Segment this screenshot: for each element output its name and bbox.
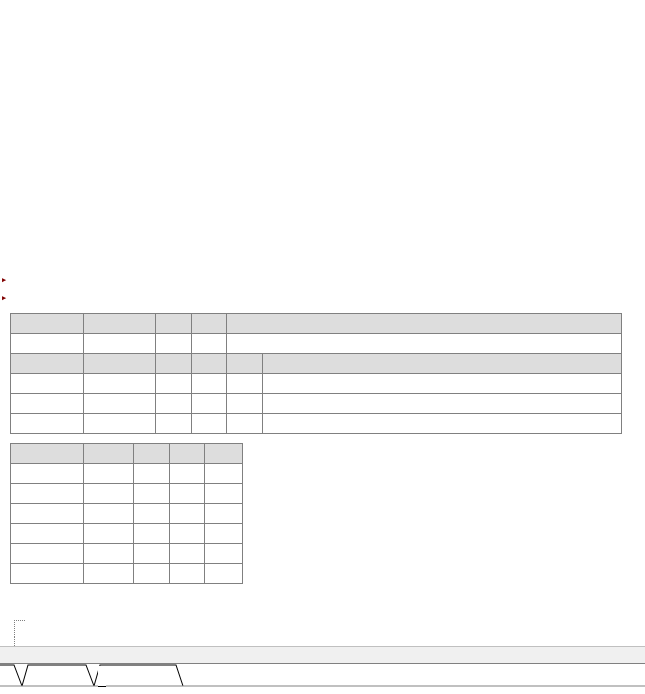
var-name-cell[interactable] — [11, 564, 84, 584]
var-comment-cell[interactable] — [205, 464, 243, 484]
var-type-cell[interactable] — [84, 564, 134, 584]
tab-outline — [0, 664, 645, 694]
var-static-cell[interactable] — [134, 564, 170, 584]
var-row[interactable] — [11, 484, 243, 504]
param-comment-cell[interactable] — [263, 374, 622, 394]
col-var-type — [84, 444, 134, 464]
var-comment-cell[interactable] — [205, 564, 243, 584]
tab-window-assembly-1[interactable] — [98, 666, 106, 687]
checkmark-icon[interactable] — [192, 394, 227, 414]
var-type-cell[interactable] — [84, 464, 134, 484]
col-param-ref — [156, 354, 192, 374]
var-row[interactable] — [11, 464, 243, 484]
param-nullable-cell[interactable] — [192, 374, 227, 394]
var-name-cell[interactable] — [11, 524, 84, 544]
var-array-cell[interactable] — [170, 504, 205, 524]
sub-comment-cell[interactable] — [227, 334, 622, 354]
param-type-cell[interactable] — [84, 394, 156, 414]
param-array-cell[interactable] — [227, 414, 263, 434]
sub-name-cell[interactable] — [11, 334, 84, 354]
var-static-cell[interactable] — [134, 544, 170, 564]
var-array-cell[interactable] — [170, 564, 205, 584]
debug-arrow-icon: ▶ — [2, 276, 7, 284]
var-name-cell[interactable] — [11, 544, 84, 564]
var-array-cell[interactable] — [170, 484, 205, 504]
var-array-cell[interactable] — [170, 464, 205, 484]
col-var-comment — [205, 444, 243, 464]
var-static-cell[interactable] — [134, 484, 170, 504]
tab-startup-window[interactable] — [28, 666, 36, 686]
col-comment — [227, 314, 622, 334]
param-name-cell[interactable] — [11, 394, 84, 414]
col-var-name — [11, 444, 84, 464]
col-return-type — [84, 314, 156, 334]
param-array-cell[interactable] — [227, 374, 263, 394]
sub-public-cell[interactable] — [156, 334, 192, 354]
var-row[interactable] — [11, 524, 243, 544]
param-row[interactable] — [11, 414, 622, 434]
tab-bar — [0, 663, 645, 694]
var-name-cell[interactable] — [11, 504, 84, 524]
var-type-cell[interactable] — [84, 544, 134, 564]
col-param-comment — [263, 354, 622, 374]
var-row[interactable] — [11, 564, 243, 584]
debug-arrow-icon: ▶ — [2, 294, 7, 302]
col-easy-pkg — [192, 314, 227, 334]
subroutine-table — [10, 313, 622, 434]
var-array-cell[interactable] — [170, 524, 205, 544]
param-ref-cell[interactable] — [156, 414, 192, 434]
var-name-cell[interactable] — [11, 484, 84, 504]
col-param-nullable — [192, 354, 227, 374]
var-type-cell[interactable] — [84, 504, 134, 524]
var-static-cell[interactable] — [134, 464, 170, 484]
var-type-cell[interactable] — [84, 484, 134, 504]
param-type-cell[interactable] — [84, 414, 156, 434]
param-row[interactable] — [11, 394, 622, 414]
param-ref-cell[interactable] — [156, 374, 192, 394]
col-sub-name — [11, 314, 84, 334]
param-name-cell[interactable] — [11, 374, 84, 394]
var-comment-cell[interactable] — [205, 544, 243, 564]
sub-return-type-cell[interactable] — [84, 334, 156, 354]
col-var-array — [170, 444, 205, 464]
var-comment-cell[interactable] — [205, 504, 243, 524]
param-comment-cell[interactable] — [263, 394, 622, 414]
col-param-array — [227, 354, 263, 374]
param-name-cell[interactable] — [11, 414, 84, 434]
tab-page[interactable] — [0, 666, 8, 686]
var-comment-cell[interactable] — [205, 484, 243, 504]
var-name-cell[interactable] — [11, 464, 84, 484]
sub-easypkg-cell[interactable] — [192, 334, 227, 354]
param-type-cell[interactable] — [84, 374, 156, 394]
flow-line — [14, 620, 25, 637]
var-row[interactable] — [11, 504, 243, 524]
var-comment-cell[interactable] — [205, 524, 243, 544]
col-public — [156, 314, 192, 334]
variable-table — [10, 443, 243, 584]
param-array-cell[interactable] — [227, 394, 263, 414]
col-param-type — [84, 354, 156, 374]
var-type-cell[interactable] — [84, 524, 134, 544]
flow-line — [14, 636, 16, 646]
var-static-cell[interactable] — [134, 524, 170, 544]
horizontal-scrollbar[interactable] — [0, 646, 645, 663]
var-static-cell[interactable] — [134, 504, 170, 524]
param-row[interactable] — [11, 374, 622, 394]
param-ref-cell[interactable] — [156, 394, 192, 414]
checkmark-icon[interactable] — [192, 414, 227, 434]
var-row[interactable] — [11, 544, 243, 564]
col-var-static — [134, 444, 170, 464]
col-param-name — [11, 354, 84, 374]
param-comment-cell[interactable] — [263, 414, 622, 434]
var-array-cell[interactable] — [170, 544, 205, 564]
